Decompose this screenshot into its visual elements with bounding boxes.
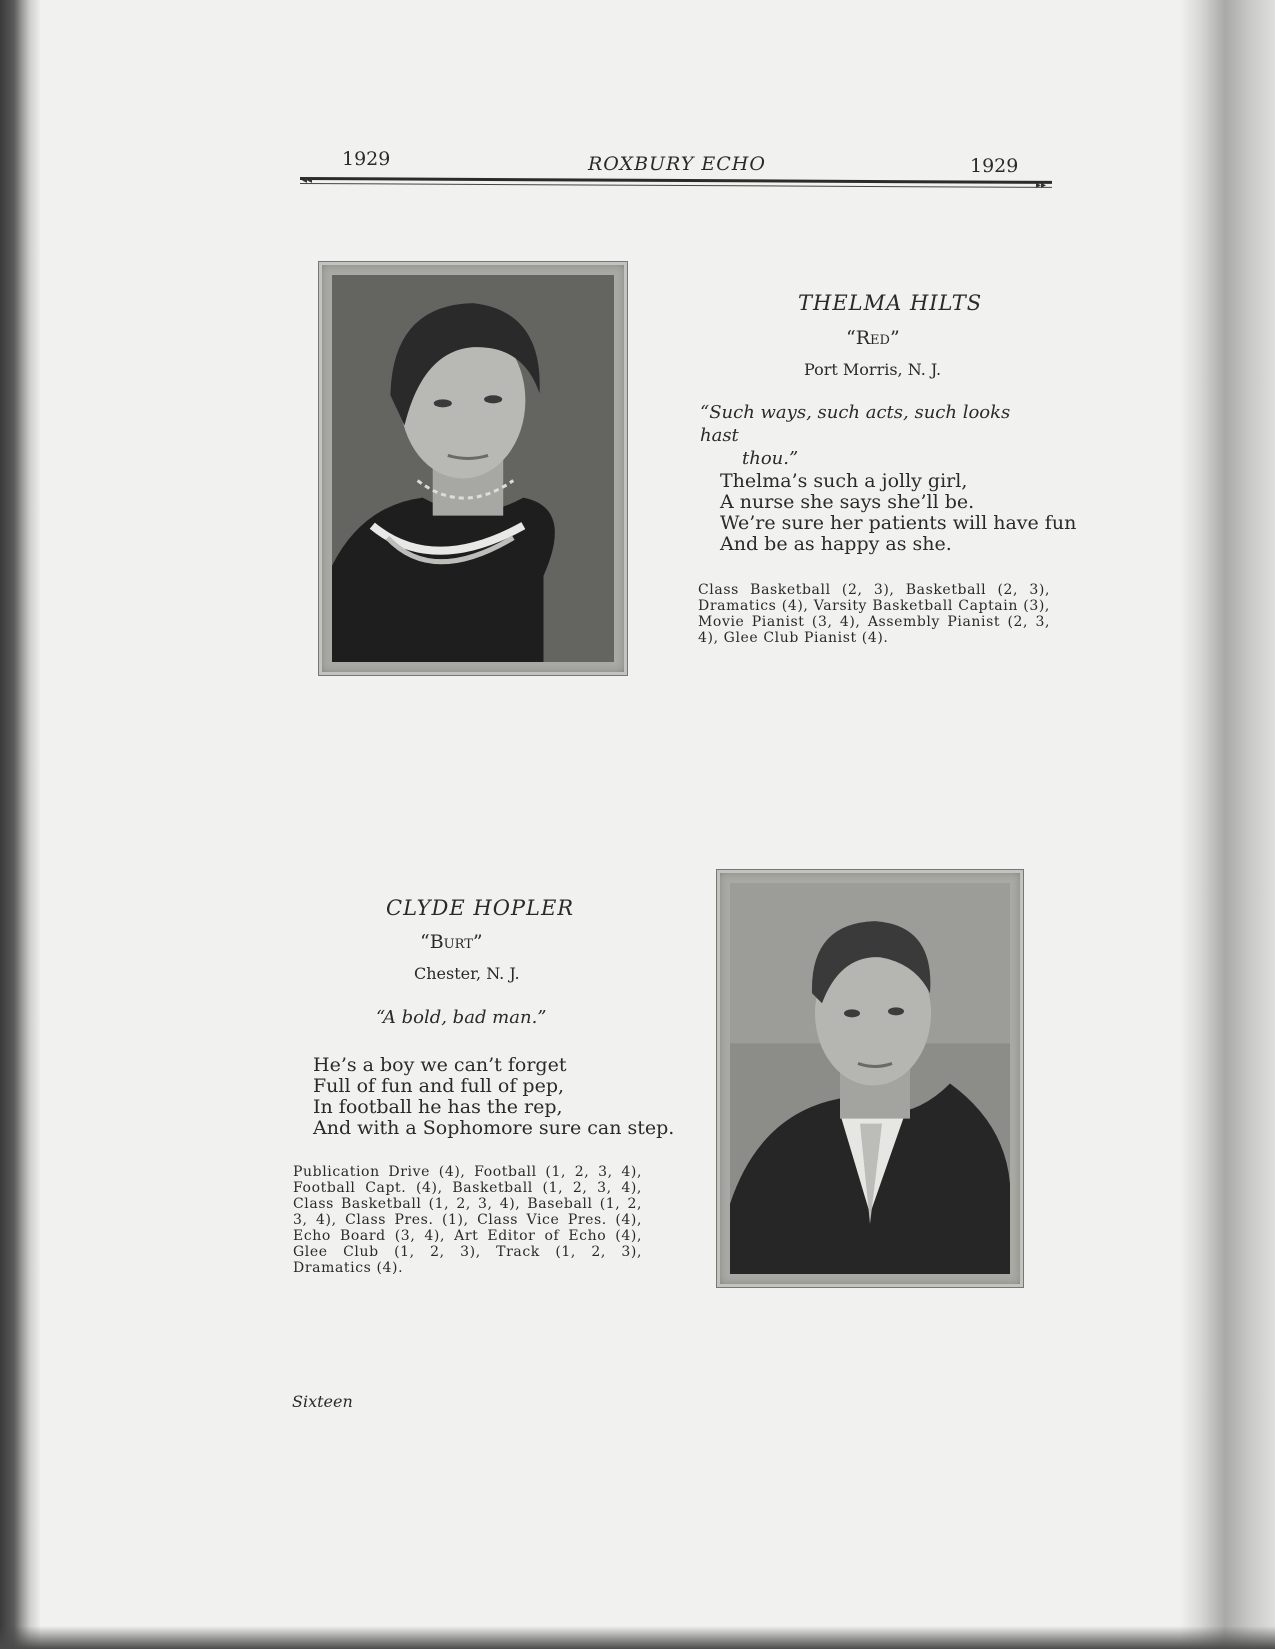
page-gutter-shadow	[1180, 0, 1275, 1649]
header-year-right: 1929	[970, 155, 1019, 177]
poem-line: And with a Sophomore sure can step.	[313, 1117, 675, 1139]
binding-edge	[0, 0, 40, 1649]
portrait-frame-thelma	[318, 261, 628, 676]
student-hometown-thelma: Port Morris, N. J.	[804, 360, 942, 379]
poem-line: He’s a boy we can’t forget	[313, 1054, 567, 1076]
student-hometown-clyde: Chester, N. J.	[414, 964, 520, 983]
scan-bottom-shadow	[0, 1626, 1275, 1649]
portrait-thelma	[332, 275, 614, 662]
poem-line: Thelma’s such a jolly girl,	[720, 470, 968, 492]
rule-ornament-left-icon: ◂◂	[302, 175, 313, 186]
portrait-frame-clyde	[716, 869, 1024, 1288]
rule-ornament-right-icon: ▸▸	[1036, 180, 1047, 191]
student-nickname-clyde: “Burt”	[420, 931, 483, 953]
poem-line: Full of fun and full of pep,	[313, 1075, 565, 1097]
student-motto-clyde: “A bold, bad man.”	[376, 1007, 547, 1028]
motto-line-2: thou.”	[742, 448, 799, 469]
motto-line-1: “Such ways, such acts, such looks hast	[700, 402, 1011, 446]
poem-line: And be as happy as she.	[720, 533, 952, 555]
student-name-clyde: CLYDE HOPLER	[386, 896, 575, 920]
student-poem-clyde	[313, 1055, 674, 1139]
header-title: ROXBURY ECHO	[588, 153, 766, 175]
nickname-text: Red	[855, 327, 890, 349]
student-poem-thelma	[720, 471, 1076, 555]
poem-line: A nurse she says she’ll be.	[720, 491, 975, 513]
student-activities-clyde: Publication Drive (4), Football (1, 2, 3, 4), Football Capt. (4), Basketball (1, 2, 3, 4), Class Basketball (1, 2, 3, 4), Baseball (1, 2, 3, 4), Class Pres. (1), Class Vice Pres. (4), Echo Board (3, 4), Art Editor of Echo (4), Glee Club (1, 2, 3), Track (1, 2, 3), Dramatics (4).	[293, 1164, 642, 1276]
poem-line: We’re sure her patients will have fun	[720, 512, 1077, 534]
page-number: Sixteen	[292, 1392, 353, 1411]
portrait-clyde	[730, 883, 1010, 1274]
yearbook-page	[40, 0, 1190, 1649]
student-motto-thelma	[700, 401, 1050, 470]
student-activities-thelma: Class Basketball (2, 3), Basketball (2, 3), Dramatics (4), Varsity Basketball Captain (3), Movie Pianist (3, 4), Assembly Pianist (2, 3, 4), Glee Club Pianist (4).	[698, 582, 1050, 646]
header-year-left: 1929	[342, 148, 391, 170]
poem-line: In football he has the rep,	[313, 1096, 563, 1118]
student-nickname-thelma: “Red”	[846, 327, 900, 349]
nickname-text: Burt	[429, 931, 473, 953]
student-name-thelma: THELMA HILTS	[798, 291, 983, 315]
